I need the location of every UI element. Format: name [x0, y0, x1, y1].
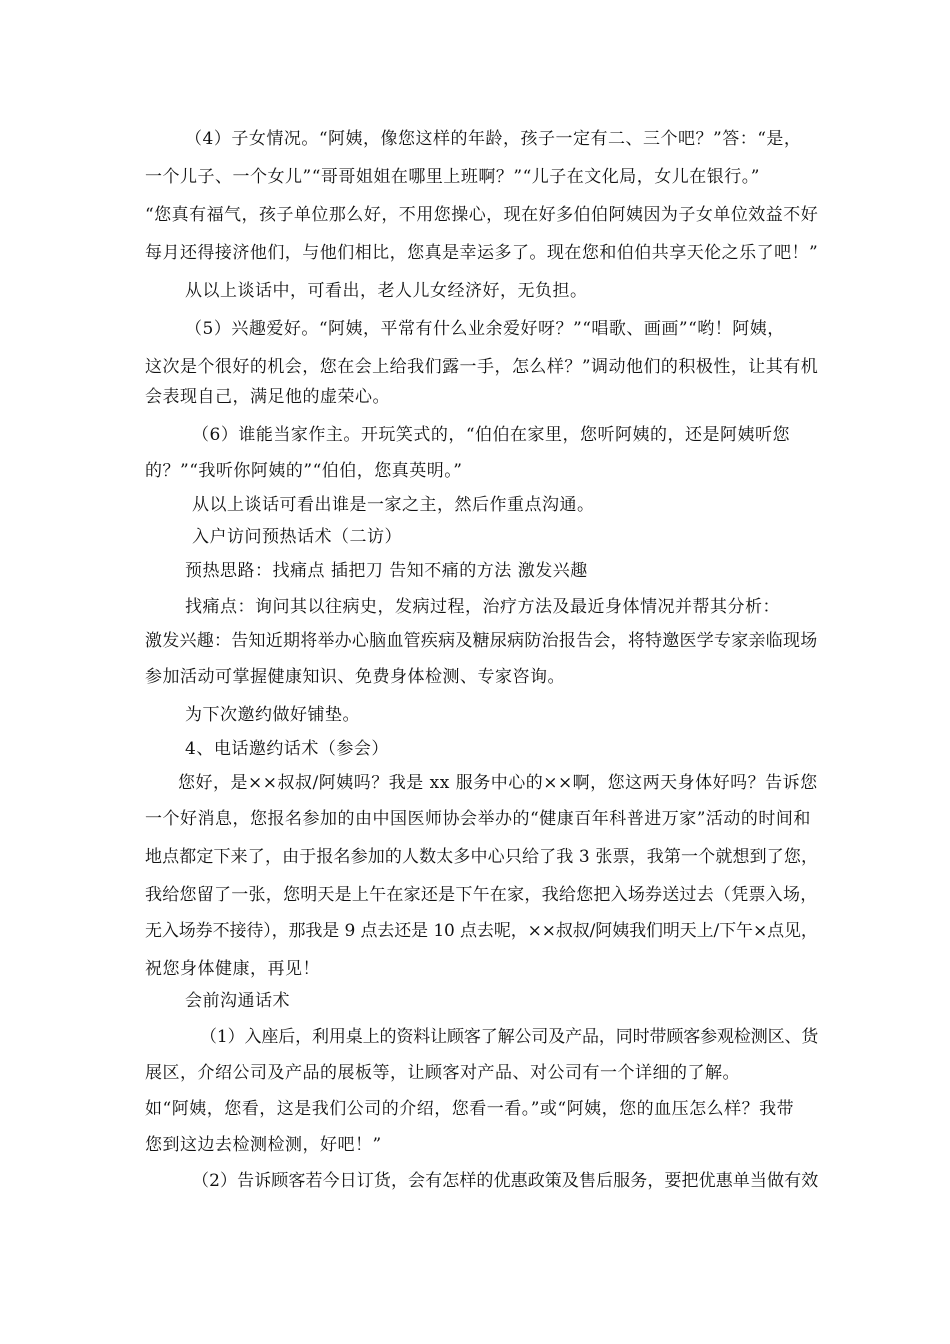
- text-line: 一个好消息，您报名参加的由中国医师协会举办的“健康百年科普进万家”活动的时间和: [145, 809, 811, 829]
- text-line: 为下次邀约做好铺垫。: [185, 705, 360, 725]
- section-heading: 入户访问预热话术（二访）: [192, 527, 402, 547]
- text-line: 找痛点：询问其以往病史，发病过程，治疗方法及最近身体情况并帮其分析：: [185, 597, 780, 617]
- text-line: “您真有福气，孩子单位那么好，不用您操心，现在好多伯伯阿姨因为子女单位效益不好: [145, 205, 819, 225]
- text-line: 祝您身体健康，再见！: [145, 959, 320, 979]
- text-line: （4）子女情况。“阿姨，像您这样的年龄，孩子一定有二、三个吧？”答：“是，: [185, 129, 802, 149]
- text-line: 您好，是××叔叔/阿姨吗？我是 xx 服务中心的××啊，您这两天身体好吗？告诉您: [178, 773, 818, 793]
- section-heading: 会前沟通话术: [185, 991, 290, 1011]
- text-line: 的？”“我听你阿姨的”“伯伯，您真英明。”: [145, 461, 463, 481]
- text-line: （1）入座后，利用桌上的资料让顾客了解公司及产品，同时带顾客参观检测区、货: [200, 1027, 819, 1047]
- text-line: （2）告诉顾客若今日订货，会有怎样的优惠政策及售后服务，要把优惠单当做有效: [192, 1171, 819, 1191]
- text-line: 会表现自己，满足他的虚荣心。: [145, 387, 390, 407]
- text-line: 每月还得接济他们，与他们相比，您真是幸运多了。现在您和伯伯共享天伦之乐了吧！”: [145, 243, 819, 263]
- text-line: 展区，介绍公司及产品的展板等，让顾客对产品、对公司有一个详细的了解。: [145, 1063, 740, 1083]
- text-line: 从以上谈话可看出谁是一家之主，然后作重点沟通。: [192, 495, 595, 515]
- text-line: 预热思路：找痛点 插把刀 告知不痛的方法 激发兴趣: [185, 561, 588, 581]
- text-line: （6）谁能当家作主。开玩笑式的，“伯伯在家里，您听阿姨的，还是阿姨听您: [192, 425, 791, 445]
- text-line: （5）兴趣爱好。“阿姨，平常有什么业余爱好呀？”“唱歌、画画”“哟！阿姨，: [185, 319, 785, 339]
- text-line: 这次是个很好的机会，您在会上给我们露一手，怎么样？”调动他们的积极性，让其有机: [145, 357, 819, 377]
- text-line: 地点都定下来了，由于报名参加的人数太多中心只给了我 3 张票，我第一个就想到了您，: [145, 847, 819, 867]
- text-line: 参加活动可掌握健康知识、免费身体检测、专家咨询。: [145, 667, 565, 687]
- section-heading: 4、电话邀约话术（参会）: [185, 739, 389, 759]
- text-line: 激发兴趣：告知近期将举办心脑血管疾病及糖尿病防治报告会，将特邀医学专家亲临现场: [145, 631, 818, 651]
- text-line: 如“阿姨，您看，这是我们公司的介绍，您看一看。”或“阿姨，您的血压怎么样？我带: [145, 1099, 795, 1119]
- text-line: 您到这边去检测检测，好吧！”: [145, 1135, 382, 1155]
- text-line: 无入场券不接待），那我是 9 点去还是 10 点去呢，××叔叔/阿姨我们明天上/下午×点见，: [145, 921, 818, 941]
- text-line: 我给您留了一张，您明天是上午在家还是下午在家，我给您把入场券送过去（凭票入场，: [145, 885, 818, 905]
- text-line: 从以上谈话中，可看出，老人儿女经济好，无负担。: [185, 281, 588, 301]
- text-line: 一个儿子、一个女儿”“哥哥姐姐在哪里上班啊？”“儿子在文化局，女儿在银行。”: [145, 167, 760, 187]
